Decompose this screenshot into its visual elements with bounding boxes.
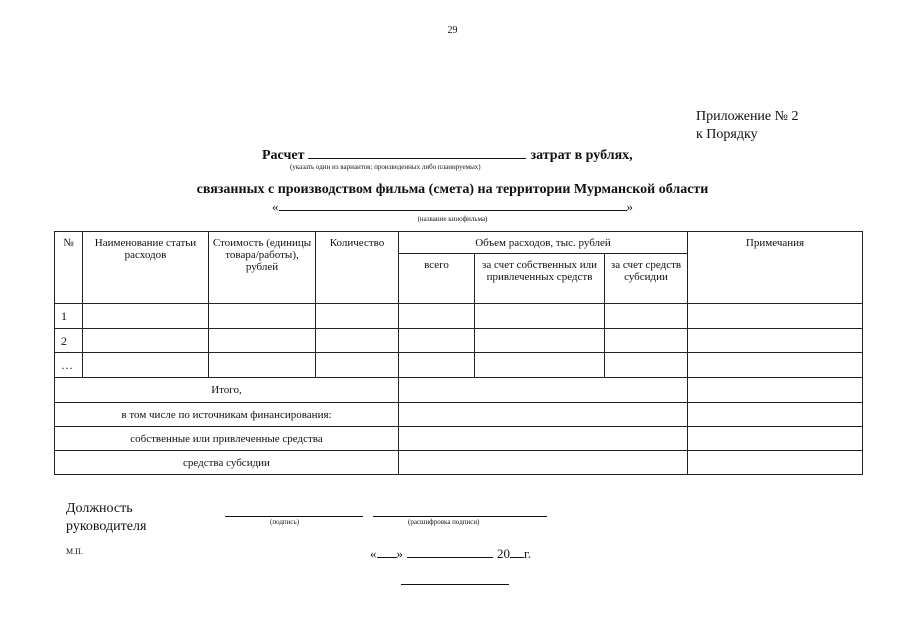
row-number: … xyxy=(55,353,83,378)
title-suffix: затрат в рублях, xyxy=(530,148,633,163)
cell-cost[interactable] xyxy=(209,304,316,329)
position-line-2: руководителя xyxy=(66,519,147,534)
cell-name[interactable] xyxy=(83,353,209,378)
bottom-signature-line[interactable] xyxy=(401,583,509,585)
position-line-1: Должность xyxy=(66,501,133,516)
appendix-line-2: к Порядку xyxy=(696,127,758,142)
film-name-blank[interactable] xyxy=(279,199,627,211)
header-notes: Примечания xyxy=(688,232,863,304)
cost-type-hint: (указать один из вариантов: произведенных либо планируемых) xyxy=(290,163,481,171)
cell-total[interactable] xyxy=(399,329,475,353)
summary-value-subsidy[interactable] xyxy=(399,451,688,475)
position-label xyxy=(66,500,146,536)
table-row xyxy=(55,353,863,378)
summary-value-itogo[interactable] xyxy=(399,378,688,403)
row-number: 2 xyxy=(55,329,83,353)
year-field[interactable] xyxy=(510,547,524,558)
table-row xyxy=(55,304,863,329)
summary-notes-itogo[interactable] xyxy=(688,378,863,403)
cell-qty[interactable] xyxy=(316,304,399,329)
cost-type-blank[interactable] xyxy=(308,146,526,159)
signature-caption: (подпись) xyxy=(270,518,300,526)
cell-qty[interactable] xyxy=(316,329,399,353)
day-field[interactable] xyxy=(377,547,397,558)
summary-label-itogo: Итого, xyxy=(55,378,399,403)
header-total: всего xyxy=(399,254,475,304)
summary-label-incl: в том числе по источникам финансирования: xyxy=(55,403,399,427)
header-own: за счет собственных или привлеченных средств xyxy=(475,254,605,304)
summary-notes-own[interactable] xyxy=(688,427,863,451)
cell-cost[interactable] xyxy=(209,353,316,378)
film-quote-close: » xyxy=(626,199,633,214)
summary-row-own xyxy=(55,427,863,451)
cell-qty[interactable] xyxy=(316,353,399,378)
title-prefix: Расчет xyxy=(262,148,305,163)
summary-row-subsidy xyxy=(55,451,863,475)
date-line xyxy=(370,546,531,562)
summary-notes-incl[interactable] xyxy=(688,403,863,427)
year-suffix: г. xyxy=(524,546,532,561)
signature-decode-field[interactable] xyxy=(373,515,547,517)
expense-table xyxy=(54,231,863,475)
cell-total[interactable] xyxy=(399,353,475,378)
cell-own[interactable] xyxy=(475,353,605,378)
document-title-line-1 xyxy=(262,146,633,164)
film-name-line xyxy=(272,199,633,215)
row-number: 1 xyxy=(55,304,83,329)
page-number: 29 xyxy=(447,25,458,36)
header-name: Наименование статьи расходов xyxy=(83,232,209,304)
film-name-hint: (название кинофильма) xyxy=(417,215,488,223)
header-volume: Объем расходов, тыс. рублей xyxy=(399,232,688,254)
cell-name[interactable] xyxy=(83,329,209,353)
film-quote-open: « xyxy=(272,199,279,214)
month-field[interactable] xyxy=(407,547,493,558)
cell-subsidy[interactable] xyxy=(605,304,688,329)
header-num: № xyxy=(55,232,83,304)
cell-own[interactable] xyxy=(475,329,605,353)
cell-notes[interactable] xyxy=(688,329,863,353)
document-title-line-2: связанных с производством фильма (смета) на территории Мурманской области xyxy=(196,182,709,197)
summary-notes-subsidy[interactable] xyxy=(688,451,863,475)
year-prefix: 20 xyxy=(497,546,510,561)
signature-field[interactable] xyxy=(225,515,363,517)
cell-notes[interactable] xyxy=(688,353,863,378)
summary-row-incl xyxy=(55,403,863,427)
header-subsidy: за счет средств субсидии xyxy=(605,254,688,304)
cell-subsidy[interactable] xyxy=(605,353,688,378)
header-cost: Стоимость (единицы товара/работы), рублей xyxy=(209,232,316,304)
summary-value-own[interactable] xyxy=(399,427,688,451)
cell-subsidy[interactable] xyxy=(605,329,688,353)
appendix-label xyxy=(696,108,799,144)
seal-label: М.П. xyxy=(66,547,83,556)
header-qty: Количество xyxy=(316,232,399,304)
cell-cost[interactable] xyxy=(209,329,316,353)
cell-name[interactable] xyxy=(83,304,209,329)
summary-value-incl[interactable] xyxy=(399,403,688,427)
cell-own[interactable] xyxy=(475,304,605,329)
date-quote-open: « xyxy=(370,546,377,561)
summary-label-subsidy: средства субсидии xyxy=(55,451,399,475)
appendix-line-1: Приложение № 2 xyxy=(696,109,799,124)
date-quote-close: » xyxy=(396,546,403,561)
cell-total[interactable] xyxy=(399,304,475,329)
table-row xyxy=(55,329,863,353)
summary-row-total xyxy=(55,378,863,403)
summary-label-own: собственные или привлеченные средства xyxy=(55,427,399,451)
signature-decode-caption: (расшифровка подписи) xyxy=(408,518,480,526)
cell-notes[interactable] xyxy=(688,304,863,329)
